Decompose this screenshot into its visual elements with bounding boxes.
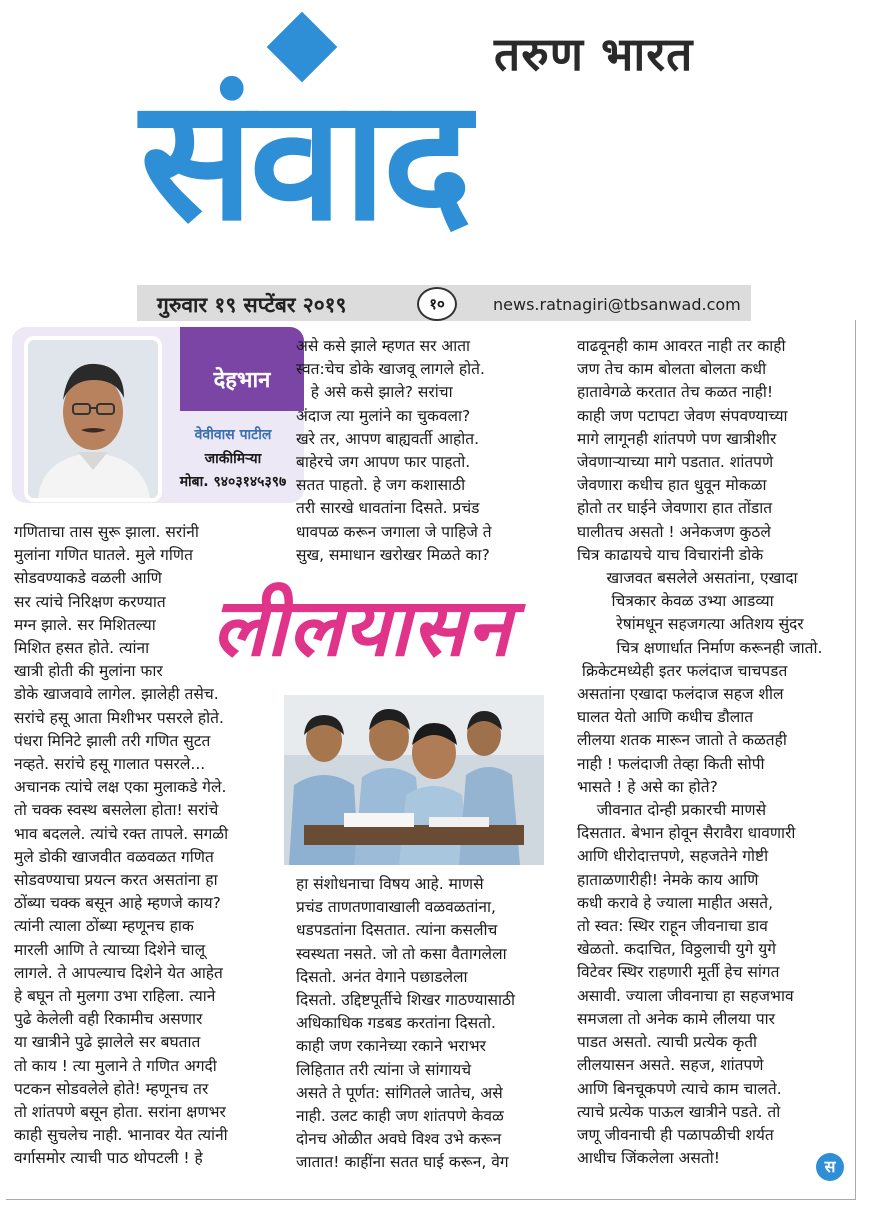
article-line: तो चक्क स्वस्थ बसलेला होता! सरांचे xyxy=(14,801,219,820)
article-line: दोनच ओळीत अवघे विश्व उभे करून xyxy=(296,1130,502,1149)
page-number: १० xyxy=(417,287,457,321)
article-column-3 xyxy=(577,335,822,1170)
article-line: अंदाज त्या मुलांने का चुकवला? xyxy=(296,406,471,425)
article-line: दिसतात. बेभान होवून सैरावैरा धावणारी xyxy=(577,824,796,843)
author-phone: मोबा. ९४०३१४५३९७ xyxy=(179,474,287,490)
article-line: पुढे केलेली वही रिकामीच असणार xyxy=(14,1010,203,1029)
article-line: या खात्रीने पुढे झालेले सर बघतात xyxy=(14,1033,201,1052)
contact-email: news.ratnagiri@tbsanwad.com xyxy=(493,295,741,314)
masthead-subtitle: तरुण भारत xyxy=(494,27,694,81)
issue-date: गुरुवार १९ सप्टेंबर २०१९ xyxy=(157,293,347,317)
article-line: मुले डोकी खाजवीत वळवळत गणित xyxy=(14,847,214,866)
article-line: प्रचंड ताणतणावाखाली वळवळतांना, xyxy=(296,898,496,917)
article-line: नाही ! फलंदाजी तेव्हा किती सोपी xyxy=(577,754,765,773)
article-line: खाजवत बसलेले असतांना, एखादा xyxy=(577,569,798,588)
author-photo xyxy=(24,336,162,502)
article-line: जीवनात दोन्ही प्रकारची माणसे xyxy=(577,801,767,820)
article-line: चित्र क्षणार्धात निर्माण करूनही जातो. xyxy=(577,638,823,657)
article-line: अधिकाधिक गडबड करतांना दिसतो. xyxy=(296,1014,496,1033)
article-line: तरी सारखे धावतांना दिसते. प्रचंड xyxy=(296,499,480,518)
article-line: हाताळणारीही! नेमके काय आणि xyxy=(577,870,759,889)
article-line: सोडवण्याकडे वळली आणि xyxy=(14,569,162,588)
article-column-2-top xyxy=(296,335,492,567)
article-line: आणि बिनचूकपणे त्याचे काम चालते. xyxy=(577,1079,782,1098)
article-line: सर त्यांचे निरिक्षण करण्यात xyxy=(14,592,166,611)
article-line: घालीतच असतो ! अनेकजण कुठले xyxy=(577,522,771,541)
article-line: जण तेच काम बोलता बोलता कधी xyxy=(577,360,767,379)
article-line: नव्हते. सरांचे हसू गालात पसरले... xyxy=(14,755,206,774)
article-line: असावी. ज्याला जीवनाचा हा सहजभाव xyxy=(577,986,794,1005)
article-column-2-bottom xyxy=(296,873,515,1175)
article-line: जणू जीवनाची ही पळापळीची शर्यत xyxy=(577,1125,774,1144)
article-line: आणि धीरोदात्तपणे, सहजतेने गोष्टी xyxy=(577,847,769,866)
article-line: भासते ! हे असे का होते? xyxy=(577,777,718,796)
article-line: ठोंब्या चक्क बसून आहे म्हणजे काय? xyxy=(14,894,221,913)
article-line: हातावेगळे करतात तेच कळत नाही! xyxy=(577,383,774,402)
article-line: त्याचे प्रत्येक पाऊल खात्रीने पडते. तो xyxy=(577,1102,781,1121)
article-line: खात्री होती की मुलांना फार xyxy=(14,662,163,681)
article-line: असते ते पूर्णत: सांगितले जातेच, असे xyxy=(296,1083,503,1102)
article-line: चित्र काढायचे याच विचारांनी डोके xyxy=(577,545,764,564)
article-line: त्यांनी त्याला ठोंब्या म्हणूनच हाक xyxy=(14,917,194,936)
article-line: बाहेरचे जग आपण फार पाहतो. xyxy=(296,453,471,472)
article-line: मुलांना गणित घातले. मुले गणित xyxy=(14,546,193,565)
article-line: घालत येतो आणि कधीच डौलात xyxy=(577,708,754,727)
classroom-photo xyxy=(284,695,544,865)
article-line: लिहितात तरी त्यांना जे सांगायचे xyxy=(296,1060,472,1079)
author-place: जाकीमिऱ्या xyxy=(204,451,262,467)
article-line: काही सुचलेच नाही. भानावर येत त्यांनी xyxy=(14,1126,228,1145)
article-line: स्वस्थता नसते. जो तो कसा वैतागलेला xyxy=(296,944,507,963)
article-line: तो शांतपणे बसून होता. सरांना क्षणभर xyxy=(14,1103,226,1122)
article-column-1 xyxy=(14,521,228,1171)
article-line: जेवणाऱ्याच्या मागे पडतात. शांतपणे xyxy=(577,453,774,472)
article-line: चित्रकार केवळ उभ्या आडव्या xyxy=(577,592,774,611)
article-line: होतो तर घाईने जेवणारा हात तोंडात xyxy=(577,499,773,518)
article-line: वर्गासमोर त्याची पाठ थोपटली ! हे xyxy=(14,1149,203,1168)
article-line: काही जण पटापटा जेवण संपवण्याच्या xyxy=(577,406,788,425)
article-line: सुख, समाधान खरोखर मिळते का? xyxy=(296,545,490,564)
article-line: दिसतो. उद्दिष्टपूर्तीचे शिखर गाठण्यासाठी xyxy=(296,991,516,1010)
article-line: मिशित हसत होते. त्यांना xyxy=(14,639,150,658)
article-line: अचानक त्यांचे लक्ष एका मुलाकडे गेले. xyxy=(14,778,227,797)
author-name: वेवीवास पाटील xyxy=(194,427,272,443)
article-line: स्वत:चेच डोके खाजवू लागले होते. xyxy=(296,360,485,379)
article-line: नाही. उलट काही जण शांतपणे केवळ xyxy=(296,1107,504,1126)
article-line: वाढवूनही काम आवरत नाही तर काही xyxy=(577,337,786,355)
masthead-title: संवाद xyxy=(140,62,468,258)
article-line: तो स्वत: स्थिर राहून जीवनाचा डाव xyxy=(577,917,768,936)
article-line: सतत पाहतो. हे जग कशासाठी xyxy=(296,476,466,495)
article-headline: लीलयासन xyxy=(212,581,512,674)
article-line: असतांना एखादा फलंदाज सहज शील xyxy=(577,685,784,704)
article-line: लागले. ते आपल्याच दिशेने येत आहेत xyxy=(14,963,223,982)
article-line: खेळतो. कदाचित, विठ्ठलाची युगे युगे xyxy=(577,940,777,959)
column-title: देहभान xyxy=(213,368,271,393)
article-line: हे बघून तो मुलगा उभा राहिला. त्याने xyxy=(14,987,216,1006)
article-line: मागे लागूनही शांतपणे पण खात्रीशीर xyxy=(577,429,777,448)
article-line: कधी करावे हे ज्याला माहीत असते, xyxy=(577,893,774,912)
article-line: धावपळ करून जगाला जे पाहिजे ते xyxy=(296,522,492,541)
article-line: काही जण रकानेच्या रकाने भराभर xyxy=(296,1037,486,1056)
article-line: भाव बदलले. त्यांचे रक्त तापले. सगळी xyxy=(14,824,229,843)
article-line: असे कसे झाले म्हणत सर आता xyxy=(296,337,471,355)
publication-logo-icon: स xyxy=(816,1153,844,1181)
article-line: क्रिकेटमध्येही इतर फलंदाज चाचपडत xyxy=(577,661,788,680)
article-line: पंधरा मिनिटे झाली तरी गणित सुटत xyxy=(14,731,211,750)
article-line: पाडत असतो. त्याची प्रत्येक कृती xyxy=(577,1033,758,1052)
article-line: मारली आणि ते त्याच्या दिशेने चालू xyxy=(14,940,206,959)
article-line: तो काय ! त्या मुलाने ते गणित अगदी xyxy=(14,1056,217,1075)
article-line: जातात! काहींना सतत घाई करून, वेग xyxy=(296,1153,509,1172)
article-line: लीलया शतक मारून जातो ते कळतही xyxy=(577,731,787,750)
article-line: आधीच जिंकलेला असतो! xyxy=(577,1149,720,1168)
article-line: दिसतो. अनंत वेगाने पछाडलेला xyxy=(296,967,468,986)
article-line: विटेवर स्थिर राहणारी मूर्ती हेच सांगत xyxy=(577,963,780,982)
article-line: धडपडतांना दिसतात. त्यांना कसलीच xyxy=(296,921,498,940)
article-line: हा संशोधनाचा विषय आहे. माणसे xyxy=(296,875,484,893)
article-line: हे असे कसे झाले? सरांचा xyxy=(296,383,453,402)
article-line: लीलयासन असते. सहज, शांतपणे xyxy=(577,1056,764,1075)
article-line: रेषांमधून सहजगत्या अतिशय सुंदर xyxy=(577,615,804,634)
article-line: डोके खाजवावे लागेल. झालेही तसेच. xyxy=(14,685,219,704)
article-line: मग्न झाले. सर मिशितल्या xyxy=(14,615,156,634)
article-line: गणिताचा तास सुरू झाला. सरांनी xyxy=(14,523,199,541)
article-line: सोडवण्याचा प्रयत्न करत असतांना हा xyxy=(14,871,218,890)
article-line: जेवणारा कधीच हात धुवून मोकळा xyxy=(577,476,767,495)
article-line: समजला तो अनेक कामे लीलया पार xyxy=(577,1009,775,1028)
article-line: सरांचे हसू आता मिशीभर पसरले होते. xyxy=(14,708,224,727)
article-line: खरे तर, आपण बाह्यवर्ती आहोत. xyxy=(296,429,480,448)
article-line: पटकन सोडवलेले होते! म्हणूनच तर xyxy=(14,1079,209,1098)
